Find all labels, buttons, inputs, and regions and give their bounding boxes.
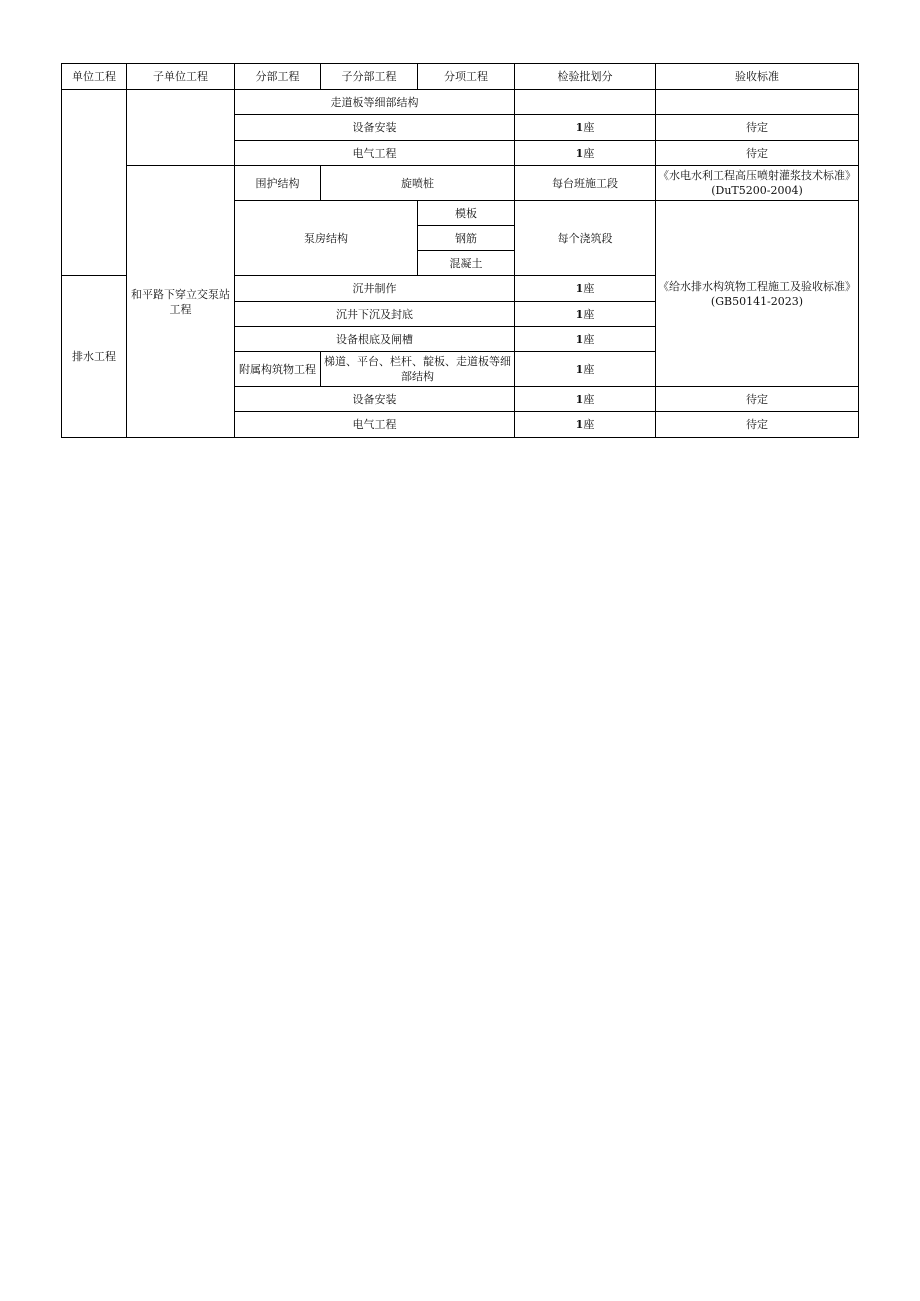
standard-cell: 待定 [656, 387, 859, 412]
batch-cell [515, 327, 656, 352]
header-division: 分部工程 [235, 64, 321, 90]
table-row [62, 90, 859, 115]
batch-cell [515, 412, 656, 438]
batch-unit: 座 [583, 146, 595, 160]
batch-count: 1 [575, 418, 584, 431]
pump-item-concrete: 混凝土 [418, 251, 515, 276]
equipment-install-label: 设备安装 [235, 387, 515, 412]
table-row [62, 166, 859, 201]
batch-count: 1 [575, 121, 584, 134]
batch-cell [515, 141, 656, 166]
batch-count: 1 [575, 362, 584, 376]
unit-project-drainage: 排水工程 [62, 276, 127, 438]
header-batch: 检验批划分 [515, 64, 656, 90]
batch-cell [515, 387, 656, 412]
batch-unit: 座 [583, 307, 595, 321]
batch-unit: 座 [583, 121, 595, 134]
batch-cell [515, 302, 656, 327]
caisson-sinking-label: 沉井下沉及封底 [235, 302, 515, 327]
empty-sub-unit-cell [127, 90, 235, 166]
header-sub-unit-project: 子单位工程 [127, 64, 235, 90]
pump-structure-part: 泵房结构 [235, 201, 418, 276]
table-header-row [62, 64, 859, 90]
batch-unit: 座 [583, 392, 595, 406]
batch-unit: 座 [583, 418, 595, 431]
equipment-foundation-label: 设备根底及闸槽 [235, 327, 515, 352]
enclosure-item: 旋喷桩 [321, 166, 515, 201]
standard-cell: 待定 [656, 115, 859, 141]
pump-item-formwork: 模板 [418, 201, 515, 226]
header-sub-division: 子分部工程 [321, 64, 418, 90]
header-standard: 验收标准 [656, 64, 859, 90]
enclosure-batch: 每台班施工段 [515, 166, 656, 201]
sub-unit-pump-station: 和平路下穿立交泵站工程 [127, 166, 235, 438]
batch-count: 1 [575, 282, 584, 295]
batch-cell [515, 276, 656, 302]
detail-structure-label: 走道板等细部结构 [235, 90, 515, 115]
electrical-label: 电气工程 [235, 412, 515, 438]
drainage-standard: 《给水排水构筑物工程施工及验收标准》(GB50141-2023) [656, 201, 859, 387]
header-item: 分项工程 [418, 64, 515, 90]
batch-cell [515, 352, 656, 387]
batch-cell [515, 115, 656, 141]
batch-count: 1 [575, 146, 584, 160]
empty-batch-cell [515, 90, 656, 115]
batch-unit: 座 [583, 362, 595, 376]
batch-count: 1 [575, 332, 584, 346]
batch-unit: 座 [583, 282, 595, 295]
batch-count: 1 [575, 392, 584, 406]
batch-unit: 座 [583, 332, 595, 346]
electrical-label: 电气工程 [235, 141, 515, 166]
batch-count: 1 [575, 307, 584, 321]
standard-cell: 待定 [656, 141, 859, 166]
enclosure-standard: 《水电水利工程高压喷射灌浆技术标准》(DuT5200-2004) [656, 166, 859, 201]
header-unit-project: 单位工程 [62, 64, 127, 90]
equipment-install-label: 设备安装 [235, 115, 515, 141]
ancillary-item: 梯道、平台、栏杆、靛板、走道板等细部结构 [321, 352, 515, 387]
pump-structure-batch: 每个浇筑段 [515, 201, 656, 276]
empty-unit-cell [62, 90, 127, 276]
ancillary-part: 附属构筑物工程 [235, 352, 321, 387]
enclosure-part: 围护结构 [235, 166, 321, 201]
inspection-lot-table [61, 63, 859, 438]
standard-cell: 待定 [656, 412, 859, 438]
empty-standard-cell [656, 90, 859, 115]
pump-item-rebar: 钢筋 [418, 226, 515, 251]
caisson-fabrication-label: 沉井制作 [235, 276, 515, 302]
